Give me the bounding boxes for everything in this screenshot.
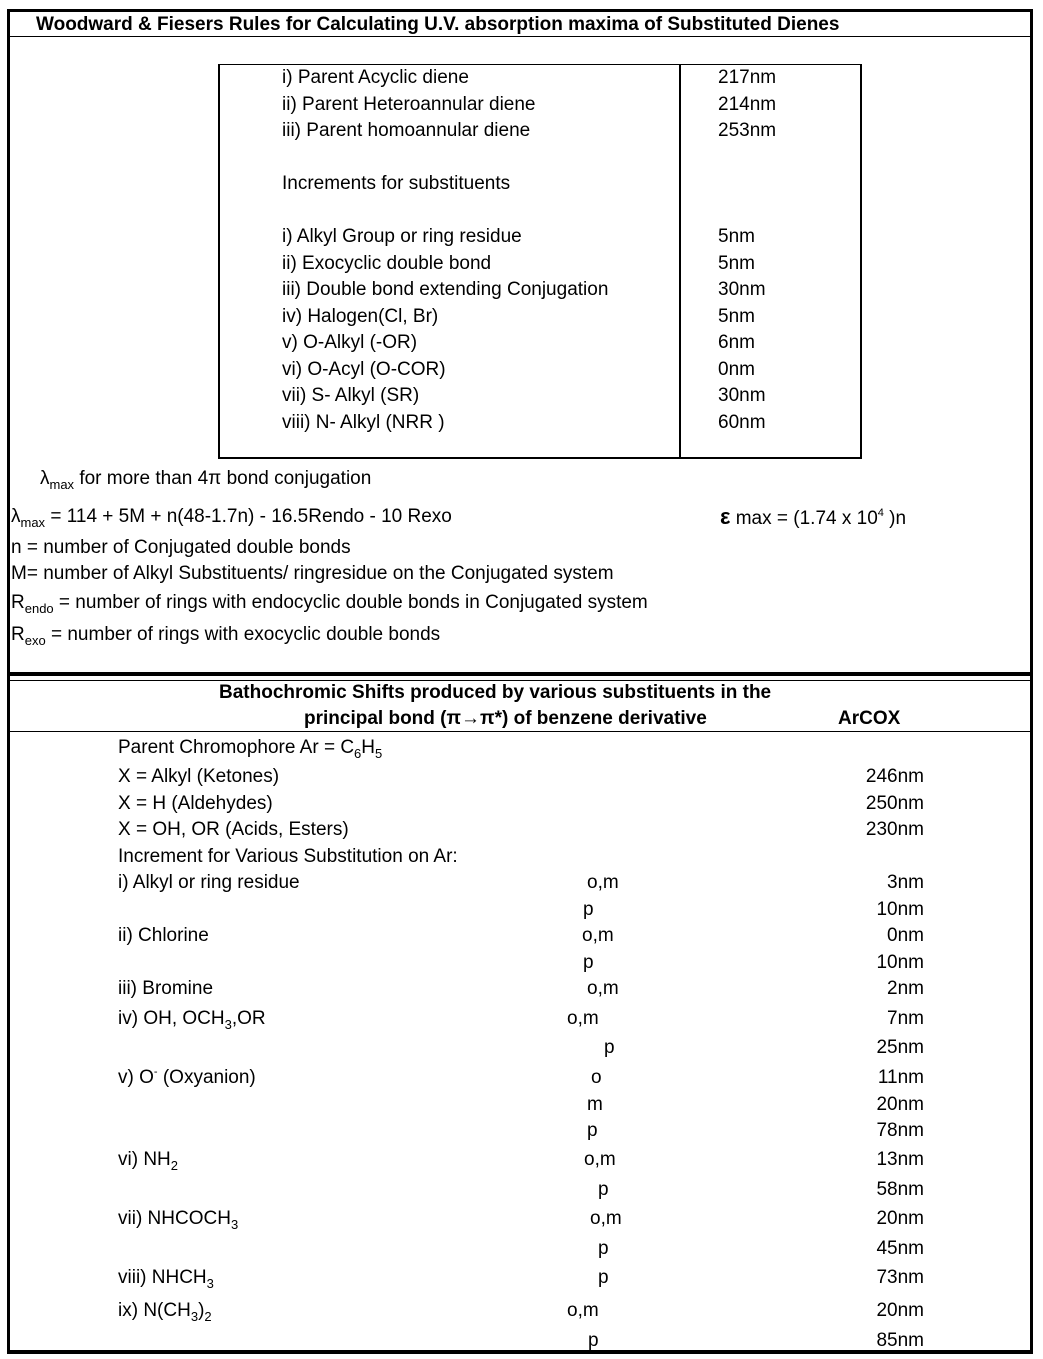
hydrogen-symbol: H	[361, 737, 376, 758]
label-tail: ,OR	[231, 1008, 266, 1029]
rendo-text: = number of rings with endocyclic double bonds in Conjugated system	[53, 592, 648, 613]
parent-chromophore	[118, 737, 382, 759]
substituent-value: 58nm	[876, 1179, 924, 1200]
substituent-label: ii) Chlorine	[118, 925, 209, 946]
increment-value: 5nm	[718, 306, 755, 327]
increment-value: 0nm	[718, 359, 755, 380]
substituent-value: 45nm	[876, 1238, 924, 1259]
substituent-label	[118, 1067, 256, 1089]
substituent-value: 73nm	[876, 1267, 924, 1288]
increment-label: viii) N- Alkyl (NRR )	[282, 412, 445, 433]
increment-value: 60nm	[718, 412, 766, 433]
base-label: X = H (Aldehydes)	[118, 793, 273, 814]
hydrogen-subscript: 5	[375, 746, 383, 761]
rendo-subscript: endo	[24, 601, 54, 616]
diene-table-divider	[679, 64, 681, 459]
lambda-subscript: max	[20, 515, 46, 530]
label-text: iv) OH, OCH	[118, 1008, 225, 1029]
increment-label: v) O-Alkyl (-OR)	[282, 332, 418, 353]
section-divider-thick	[7, 672, 1033, 676]
label-subscript: 3	[206, 1276, 214, 1291]
substituent-position: o,m	[587, 872, 619, 893]
substituent-value: 20nm	[876, 1094, 924, 1115]
parent-chromophore-text: Parent Chromophore Ar = C	[118, 737, 355, 758]
increment-value: 5nm	[718, 226, 755, 247]
substituent-label	[118, 1149, 178, 1171]
substituent-position: p	[598, 1238, 609, 1259]
epsilon-exponent: 4	[877, 507, 884, 519]
def-m: M= number of Alkyl Substituents/ ringresidue on the Conjugated system	[11, 563, 614, 584]
epsilon-symbol: ε	[720, 504, 731, 529]
rexo-text: = number of rings with exocyclic double bonds	[45, 624, 441, 645]
section-divider-thin	[7, 680, 1033, 681]
label-subscript: 3	[230, 1217, 239, 1232]
lambda-formula	[11, 506, 452, 528]
label-text: ix) N(CH	[118, 1300, 191, 1321]
base-label: X = Alkyl (Ketones)	[118, 766, 280, 787]
substituent-position: p	[587, 1120, 598, 1141]
epsilon-formula-tail: )n	[883, 508, 907, 529]
parent-acyclic-value: 217nm	[718, 67, 777, 88]
increment-label: ii) Exocyclic double bond	[282, 253, 492, 274]
increment-value: 6nm	[718, 332, 755, 353]
label-subscript: 3	[224, 1017, 232, 1032]
section2-title-line2: principal bond (π→π*) of benzene derivative	[304, 708, 707, 729]
substituent-position: p	[583, 952, 594, 973]
substituent-value: 13nm	[876, 1149, 924, 1170]
substituent-value: 3nm	[887, 872, 924, 893]
rexo-subscript: exo	[24, 633, 46, 648]
substituent-position: o,m	[587, 978, 619, 999]
substituent-position: p	[604, 1037, 615, 1058]
base-value: 230nm	[865, 819, 924, 840]
parent-heteroannular-label: ii) Parent Heteroannular diene	[282, 94, 536, 115]
rendo-r: R	[11, 592, 25, 613]
formula-text: = 114 + 5M + n(48-1.7n) - 16.5Rendo - 10 Rexo	[45, 506, 452, 527]
lambda-symbol: λ	[11, 506, 21, 527]
base-label: X = OH, OR (Acids, Esters)	[118, 819, 349, 840]
section2-header-underline	[10, 731, 1032, 732]
increments-heading: Increments for substituents	[282, 173, 511, 194]
lambda-conjugation-note	[40, 468, 371, 490]
substituent-value: 7nm	[887, 1008, 924, 1029]
substituent-label	[118, 1208, 238, 1230]
increment-value: 5nm	[718, 253, 755, 274]
substituent-position: p	[598, 1179, 609, 1200]
substituent-position: p	[588, 1330, 599, 1351]
substituent-value: 2nm	[887, 978, 924, 999]
label-text: vi) NH	[118, 1149, 171, 1170]
substituent-label	[118, 1267, 214, 1289]
def-rexo	[11, 624, 440, 646]
carbon-subscript: 6	[354, 746, 362, 761]
label-tail: )	[198, 1300, 205, 1321]
section2-title-tag: ArCOX	[838, 708, 901, 729]
section2-title-line1: Bathochromic Shifts produced by various substituents in the	[219, 682, 772, 703]
substituent-label: i) Alkyl or ring residue	[118, 872, 300, 893]
substituent-value: 10nm	[876, 899, 924, 920]
substituent-position: p	[583, 899, 594, 920]
parent-homoannular-label: iii) Parent homoannular diene	[282, 120, 531, 141]
increment-heading: Increment for Various Substitution on Ar:	[118, 846, 458, 867]
base-value: 250nm	[865, 793, 924, 814]
substituent-value: 85nm	[876, 1330, 924, 1351]
label-superscript: -	[153, 1066, 158, 1078]
substituent-position: o,m	[567, 1008, 599, 1029]
substituent-value: 0nm	[887, 925, 924, 946]
label-subscript-2: 2	[204, 1309, 212, 1324]
increment-label: i) Alkyl Group or ring residue	[282, 226, 522, 247]
substituent-label	[118, 1300, 212, 1322]
increment-label: vi) O-Acyl (O-COR)	[282, 359, 446, 380]
substituent-position: o,m	[590, 1208, 622, 1229]
increment-value: 30nm	[718, 385, 766, 406]
parent-heteroannular-value: 214nm	[718, 94, 777, 115]
title-underline	[10, 36, 1033, 37]
substituent-label	[118, 1008, 266, 1030]
section1-title: Woodward & Fiesers Rules for Calculating U.V. absorption maxima of Substituted Dienes	[36, 14, 840, 35]
def-rendo	[11, 592, 648, 614]
def-n: n = number of Conjugated double bonds	[11, 537, 351, 558]
lambda-symbol: λ	[40, 468, 50, 489]
lambda-subscript: max	[49, 477, 75, 492]
substituent-value: 10nm	[876, 952, 924, 973]
substituent-value: 20nm	[876, 1300, 924, 1321]
base-value: 246nm	[865, 766, 924, 787]
parent-homoannular-value: 253nm	[718, 120, 777, 141]
parent-acyclic-label: i) Parent Acyclic diene	[282, 67, 469, 88]
increment-label: iii) Double bond extending Conjugation	[282, 279, 609, 300]
label-text: vii) NHCOCH	[118, 1208, 231, 1229]
substituent-label: iii) Bromine	[118, 978, 214, 999]
label-subscript: 3	[190, 1309, 199, 1324]
substituent-value: 25nm	[876, 1037, 924, 1058]
substituent-value: 11nm	[877, 1067, 924, 1088]
substituent-position: m	[587, 1094, 603, 1115]
substituent-position: o,m	[567, 1300, 599, 1321]
increment-value: 30nm	[718, 279, 766, 300]
epsilon-formula-text: max = (1.74 x 10	[730, 508, 878, 529]
conjugation-note-text: for more than 4π bond conjugation	[74, 468, 372, 489]
substituent-position: o,m	[582, 925, 614, 946]
substituent-position: o	[591, 1067, 602, 1088]
epsilon-formula	[720, 506, 906, 530]
substituent-position: p	[598, 1267, 609, 1288]
label-subscript: 2	[170, 1158, 179, 1173]
label-text: v) O	[118, 1067, 154, 1088]
substituent-value: 20nm	[876, 1208, 924, 1229]
increment-label: iv) Halogen(Cl, Br)	[282, 306, 439, 327]
label-tail: (Oxyanion)	[157, 1067, 256, 1088]
rexo-r: R	[11, 624, 25, 645]
increment-label: vii) S- Alkyl (SR)	[282, 385, 420, 406]
substituent-position: o,m	[584, 1149, 616, 1170]
substituent-value: 78nm	[876, 1120, 924, 1141]
label-text: viii) NHCH	[118, 1267, 207, 1288]
